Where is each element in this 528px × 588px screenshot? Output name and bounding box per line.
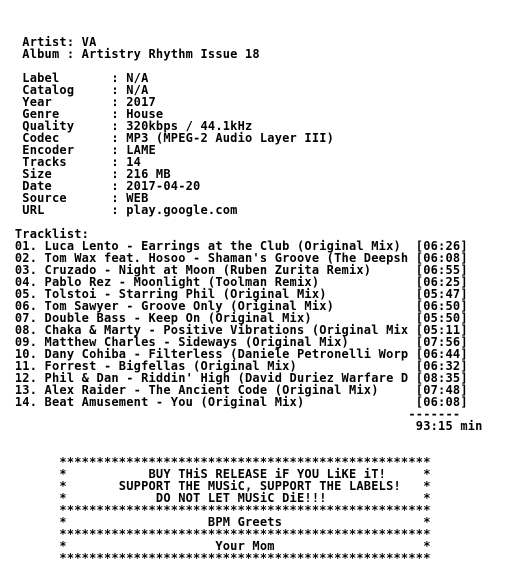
box-line-your-mom: * Your Mom *: [0, 539, 431, 553]
track-row: 03. Cruzado - Night at Moon (Ruben Zurita Remix) [06:55]: [0, 263, 468, 277]
track-row: 08. Chaka & Marty - Positive Vibrations (Original Mix [05:11]: [0, 323, 468, 337]
info-genre: Genre : House: [0, 107, 164, 121]
box-line-greets: * BPM Greets *: [0, 515, 431, 529]
box-line-support: * SUPPORT THE MUSiC, SUPPORT THE LABELS! *: [0, 479, 431, 493]
track-row: 13. Alex Raider - The Ancient Code (Original Mix) [07:48]: [0, 383, 468, 397]
track-row: 07. Double Bass - Keep On (Original Mix) [05:50]: [0, 311, 468, 325]
box-border: **************************************************: [0, 503, 431, 517]
tracklist-separator: -------: [0, 407, 461, 421]
track-row: 02. Tom Wax feat. Hosoo - Shaman's Groove (The Deepsh [06:08]: [0, 251, 468, 265]
info-label: Label : N/A: [0, 71, 149, 85]
info-date: Date : 2017-04-20: [0, 179, 201, 193]
info-codec: Codec : MP3 (MPEG-2 Audio Layer III): [0, 131, 335, 145]
track-row: 01. Luca Lento - Earrings at the Club (Original Mix) [06:26]: [0, 239, 468, 253]
track-row: 05. Tolstoi - Starring Phil (Original Mix) [05:47]: [0, 287, 468, 301]
track-row: 14. Beat Amusement - You (Original Mix) [06:08]: [0, 395, 468, 409]
box-border: **************************************************: [0, 455, 431, 469]
info-catalog: Catalog : N/A: [0, 83, 149, 97]
info-year: Year : 2017: [0, 95, 156, 109]
tracklist-total-time: 93:15 min: [0, 419, 483, 433]
track-row: 10. Dany Cohiba - Filterless (Daniele Petronelli Worp [06:44]: [0, 347, 468, 361]
album-line: Album : Artistry Rhythm Issue 18: [0, 47, 260, 61]
track-row: 09. Matthew Charles - Sideways (Original Mix) [07:56]: [0, 335, 468, 349]
artist-line: Artist: VA: [0, 35, 97, 49]
info-encoder: Encoder : LAME: [0, 143, 156, 157]
info-quality: Quality : 320kbps / 44.1kHz: [0, 119, 253, 133]
track-row: 12. Phil & Dan - Riddin' High (David Duriez Warfare D [08:35]: [0, 371, 468, 385]
box-line-dont-let-die: * DO NOT LET MUSiC DiE!!! *: [0, 491, 431, 505]
track-row: 11. Forrest - Bigfellas (Original Mix) [06:32]: [0, 359, 468, 373]
box-border: **************************************************: [0, 551, 431, 565]
box-border: **************************************************: [0, 527, 431, 541]
info-size: Size : 216 MB: [0, 167, 171, 181]
info-tracks: Tracks : 14: [0, 155, 142, 169]
info-url: URL : play.google.com: [0, 203, 238, 217]
tracklist-title: Tracklist:: [0, 227, 90, 241]
track-row: 04. Pablo Rez - Moonlight (Toolman Remix) [06:25]: [0, 275, 468, 289]
track-row: 06. Tom Sawyer - Groove Only (Original Mix) [06:50]: [0, 299, 468, 313]
info-source: Source : WEB: [0, 191, 149, 205]
box-line-buy: * BUY THiS RELEASE iF YOU LiKE iT! *: [0, 467, 431, 481]
